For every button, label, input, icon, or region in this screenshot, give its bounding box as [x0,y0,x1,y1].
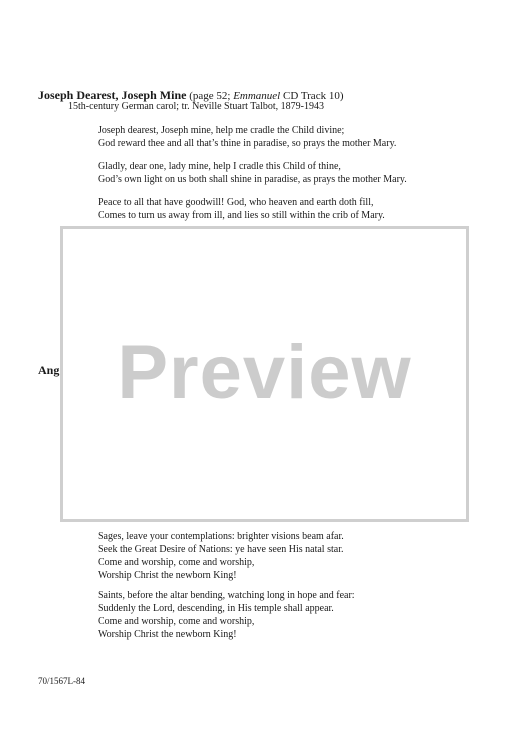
song-title: Joseph Dearest, Joseph Mine [38,88,187,102]
lyric-line: Saints, before the altar bending, watching long in hope and fear: [98,590,355,601]
stanza-1 [98,124,396,150]
lyric-line: Joseph dearest, Joseph mine, help me cradle the Child divine; [98,125,345,136]
lyric-line: God’s own light on us both shall shine in paradise, as prays the mother Mary. [98,174,407,185]
catalog-code: 70/1567L-84 [38,676,85,686]
second-song-stanza-1 [98,530,344,582]
lyric-line: Comes to turn us away from ill, and lies so still within the crib of Mary. [98,210,385,221]
lyric-line: Come and worship, come and worship, [98,616,255,627]
lyric-line: Seek the Great Desire of Nations: ye have seen His natal star. [98,544,344,555]
lyric-line: Come and worship, come and worship, [98,557,255,568]
album-name: Emmanuel [233,90,281,102]
lyric-line: Sages, leave your contemplations: brighter visions beam afar. [98,531,344,542]
stanza-2 [98,160,407,186]
second-song-title: Ang [38,363,60,377]
preview-watermark: Preview [117,330,412,415]
lyric-line: Gladly, dear one, lady mine, help I cradle this Child of thine, [98,161,341,172]
second-song-stanza-2 [98,589,355,641]
lyric-line: Worship Christ the newborn King! [98,629,237,640]
lyric-line: Worship Christ the newborn King! [98,570,237,581]
lyric-line: Suddenly the Lord, descending, in His temple shall appear. [98,603,334,614]
lyric-line: Peace to all that have goodwill! God, who heaven and earth doth fill, [98,197,374,208]
song-credit: 15th-century German carol; tr. Neville Stuart Talbot, 1879-1943 [68,101,324,112]
preview-overlay [60,226,469,522]
song-reference-suffix: CD Track 10) [280,90,344,102]
stanza-3 [98,196,385,222]
song-reference-prefix: (page 52; [186,90,234,102]
lyric-line: God reward thee and all that’s thine in paradise, so prays the mother Mary. [98,138,397,149]
